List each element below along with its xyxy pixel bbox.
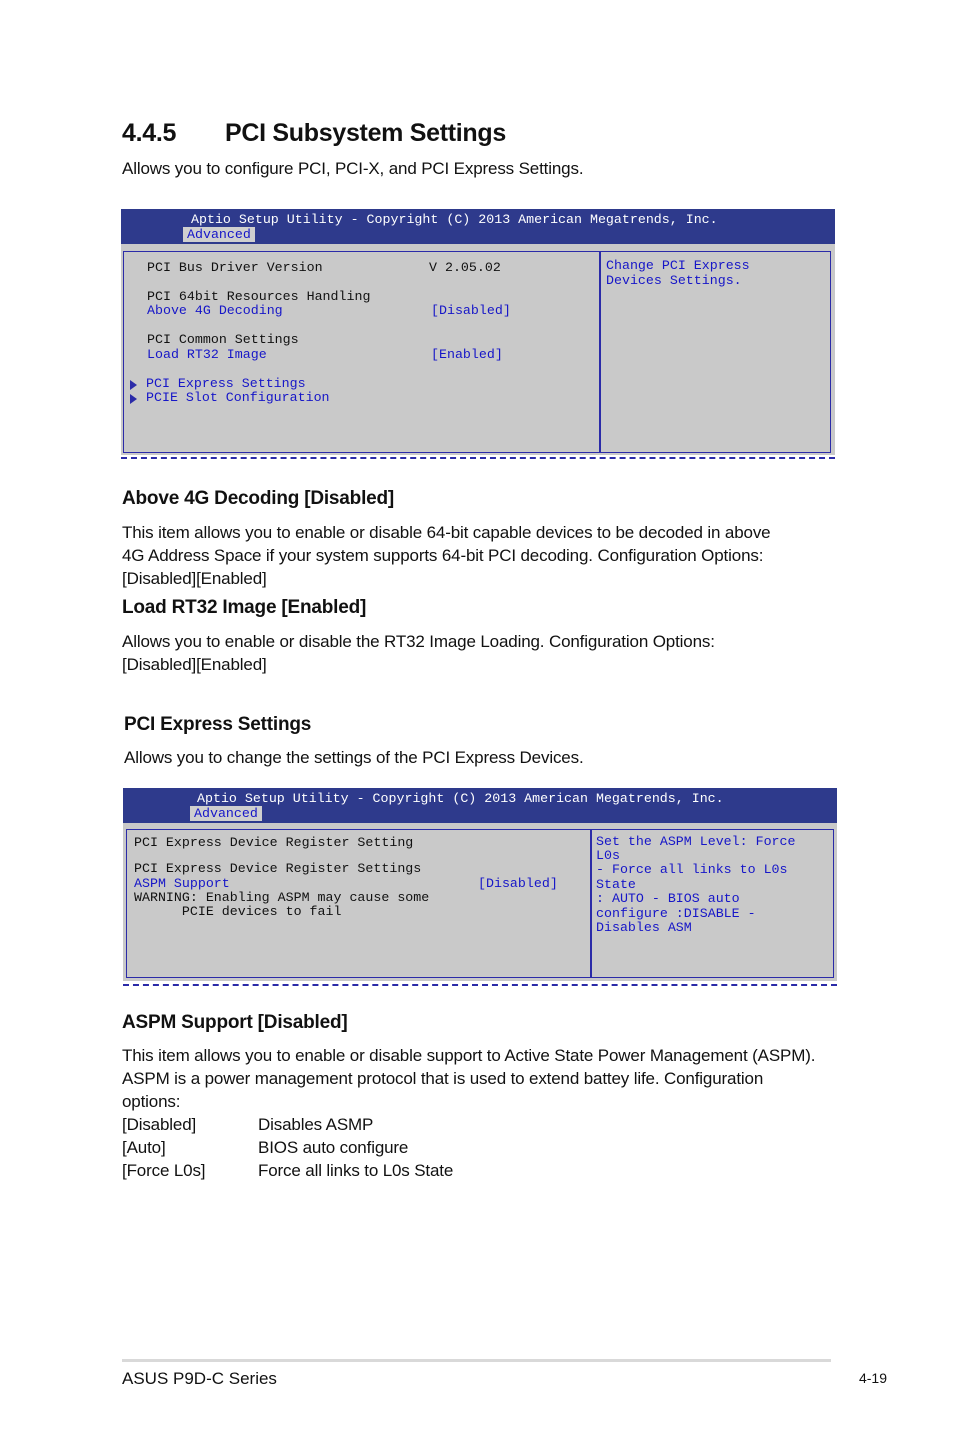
pcie-slot-configuration-submenu[interactable]: PCIE Slot Configuration	[146, 390, 330, 405]
register-setting-heading: PCI Express Device Register Setting	[134, 835, 414, 850]
bios-header	[123, 788, 837, 823]
load-rt32-image-option[interactable]: Load RT32 Image	[147, 347, 267, 362]
submenu-arrow-icon	[130, 380, 137, 390]
help-text-line-3: - Force all links to L0s	[596, 862, 788, 877]
load-rt32-image-value[interactable]: [Enabled]	[431, 347, 503, 362]
help-text-line-1: Set the ASPM Level: Force	[596, 834, 796, 849]
bios-header-title: Aptio Setup Utility - Copyright (C) 2013 American Megatrends, Inc.	[191, 212, 718, 227]
option-key: [Disabled]	[122, 1115, 197, 1134]
screen-cut-divider	[123, 984, 837, 986]
option-desc: Disables ASMP	[258, 1115, 374, 1134]
tab-advanced[interactable]: Advanced	[183, 227, 255, 242]
option-key: [Auto]	[122, 1138, 166, 1157]
rt32-heading: Load RT32 Image [Enabled]	[122, 597, 367, 618]
help-text-line-4: State	[596, 877, 636, 892]
pci-bus-driver-label: PCI Bus Driver Version	[147, 260, 323, 275]
section-intro: Allows you to configure PCI, PCI-X, and PCI Express Settings.	[122, 159, 584, 178]
pcie-line-1: Allows you to change the settings of the PCI Express Devices.	[124, 748, 584, 767]
help-text-line-5: : AUTO - BIOS auto	[596, 891, 740, 906]
aspm-support-option[interactable]: ASPM Support	[134, 876, 230, 891]
register-settings-heading: PCI Express Device Register Settings	[134, 861, 422, 876]
footer-page-number: 4-19	[858, 1370, 887, 1386]
footer-rule	[122, 1359, 831, 1362]
pcie-heading: PCI Express Settings	[124, 714, 312, 735]
option-key: [Force L0s]	[122, 1161, 206, 1180]
above-4g-decoding-option[interactable]: Above 4G Decoding	[147, 303, 283, 318]
aspm-line-1: This item allows you to enable or disable support to Active State Power Management (ASPM).	[122, 1046, 816, 1065]
section-title: PCI Subsystem Settings	[225, 119, 506, 147]
help-text-line-1: Change PCI Express	[606, 258, 750, 273]
bios-screen-pci-express	[123, 788, 837, 988]
tab-advanced[interactable]: Advanced	[190, 806, 262, 821]
above-4g-line-2: 4G Address Space if your system supports 64-bit PCI decoding. Configuration Options:	[122, 546, 764, 565]
screen-cut-divider	[121, 457, 835, 459]
aspm-line-3: options:	[122, 1092, 181, 1111]
pci-express-settings-submenu[interactable]: PCI Express Settings	[146, 376, 306, 391]
rt32-line-2: [Disabled][Enabled]	[122, 655, 267, 674]
bios-header	[121, 209, 835, 244]
above-4g-line-3: [Disabled][Enabled]	[122, 569, 267, 588]
aspm-warning-line-2: PCIE devices to fail	[134, 904, 342, 919]
above-4g-heading: Above 4G Decoding [Disabled]	[122, 488, 395, 509]
bios-header-title: Aptio Setup Utility - Copyright (C) 2013 American Megatrends, Inc.	[197, 791, 724, 806]
common-settings-heading: PCI Common Settings	[147, 332, 299, 347]
option-desc: BIOS auto configure	[258, 1138, 409, 1157]
aspm-warning-line-1: WARNING: Enabling ASPM may cause some	[134, 890, 430, 905]
option-desc: Force all links to L0s State	[258, 1161, 454, 1180]
help-text-line-2: L0s	[596, 848, 620, 863]
aspm-heading: ASPM Support [Disabled]	[122, 1012, 348, 1033]
above-4g-line-1: This item allows you to enable or disable 64-bit capable devices to be decoded in above	[122, 523, 771, 542]
resources-heading: PCI 64bit Resources Handling	[147, 289, 371, 304]
help-text-line-7: Disables ASM	[596, 920, 692, 935]
rt32-line-1: Allows you to enable or disable the RT32 Image Loading. Configuration Options:	[122, 632, 715, 651]
submenu-arrow-icon	[130, 394, 137, 404]
aspm-support-value[interactable]: [Disabled]	[478, 876, 558, 891]
footer-product: ASUS P9D-C Series	[122, 1369, 277, 1388]
section-number: 4.4.5	[122, 119, 177, 147]
above-4g-decoding-value[interactable]: [Disabled]	[431, 303, 511, 318]
bios-screen-pci-subsystem	[121, 209, 835, 461]
help-text-line-6: configure :DISABLE -	[596, 906, 756, 921]
aspm-line-2: ASPM is a power management protocol that is used to extend battey life. Configuration	[122, 1069, 764, 1088]
bios-body	[123, 823, 837, 981]
help-text-line-2: Devices Settings.	[606, 273, 742, 288]
pci-bus-driver-value: V 2.05.02	[429, 260, 501, 275]
bios-body	[121, 244, 835, 455]
